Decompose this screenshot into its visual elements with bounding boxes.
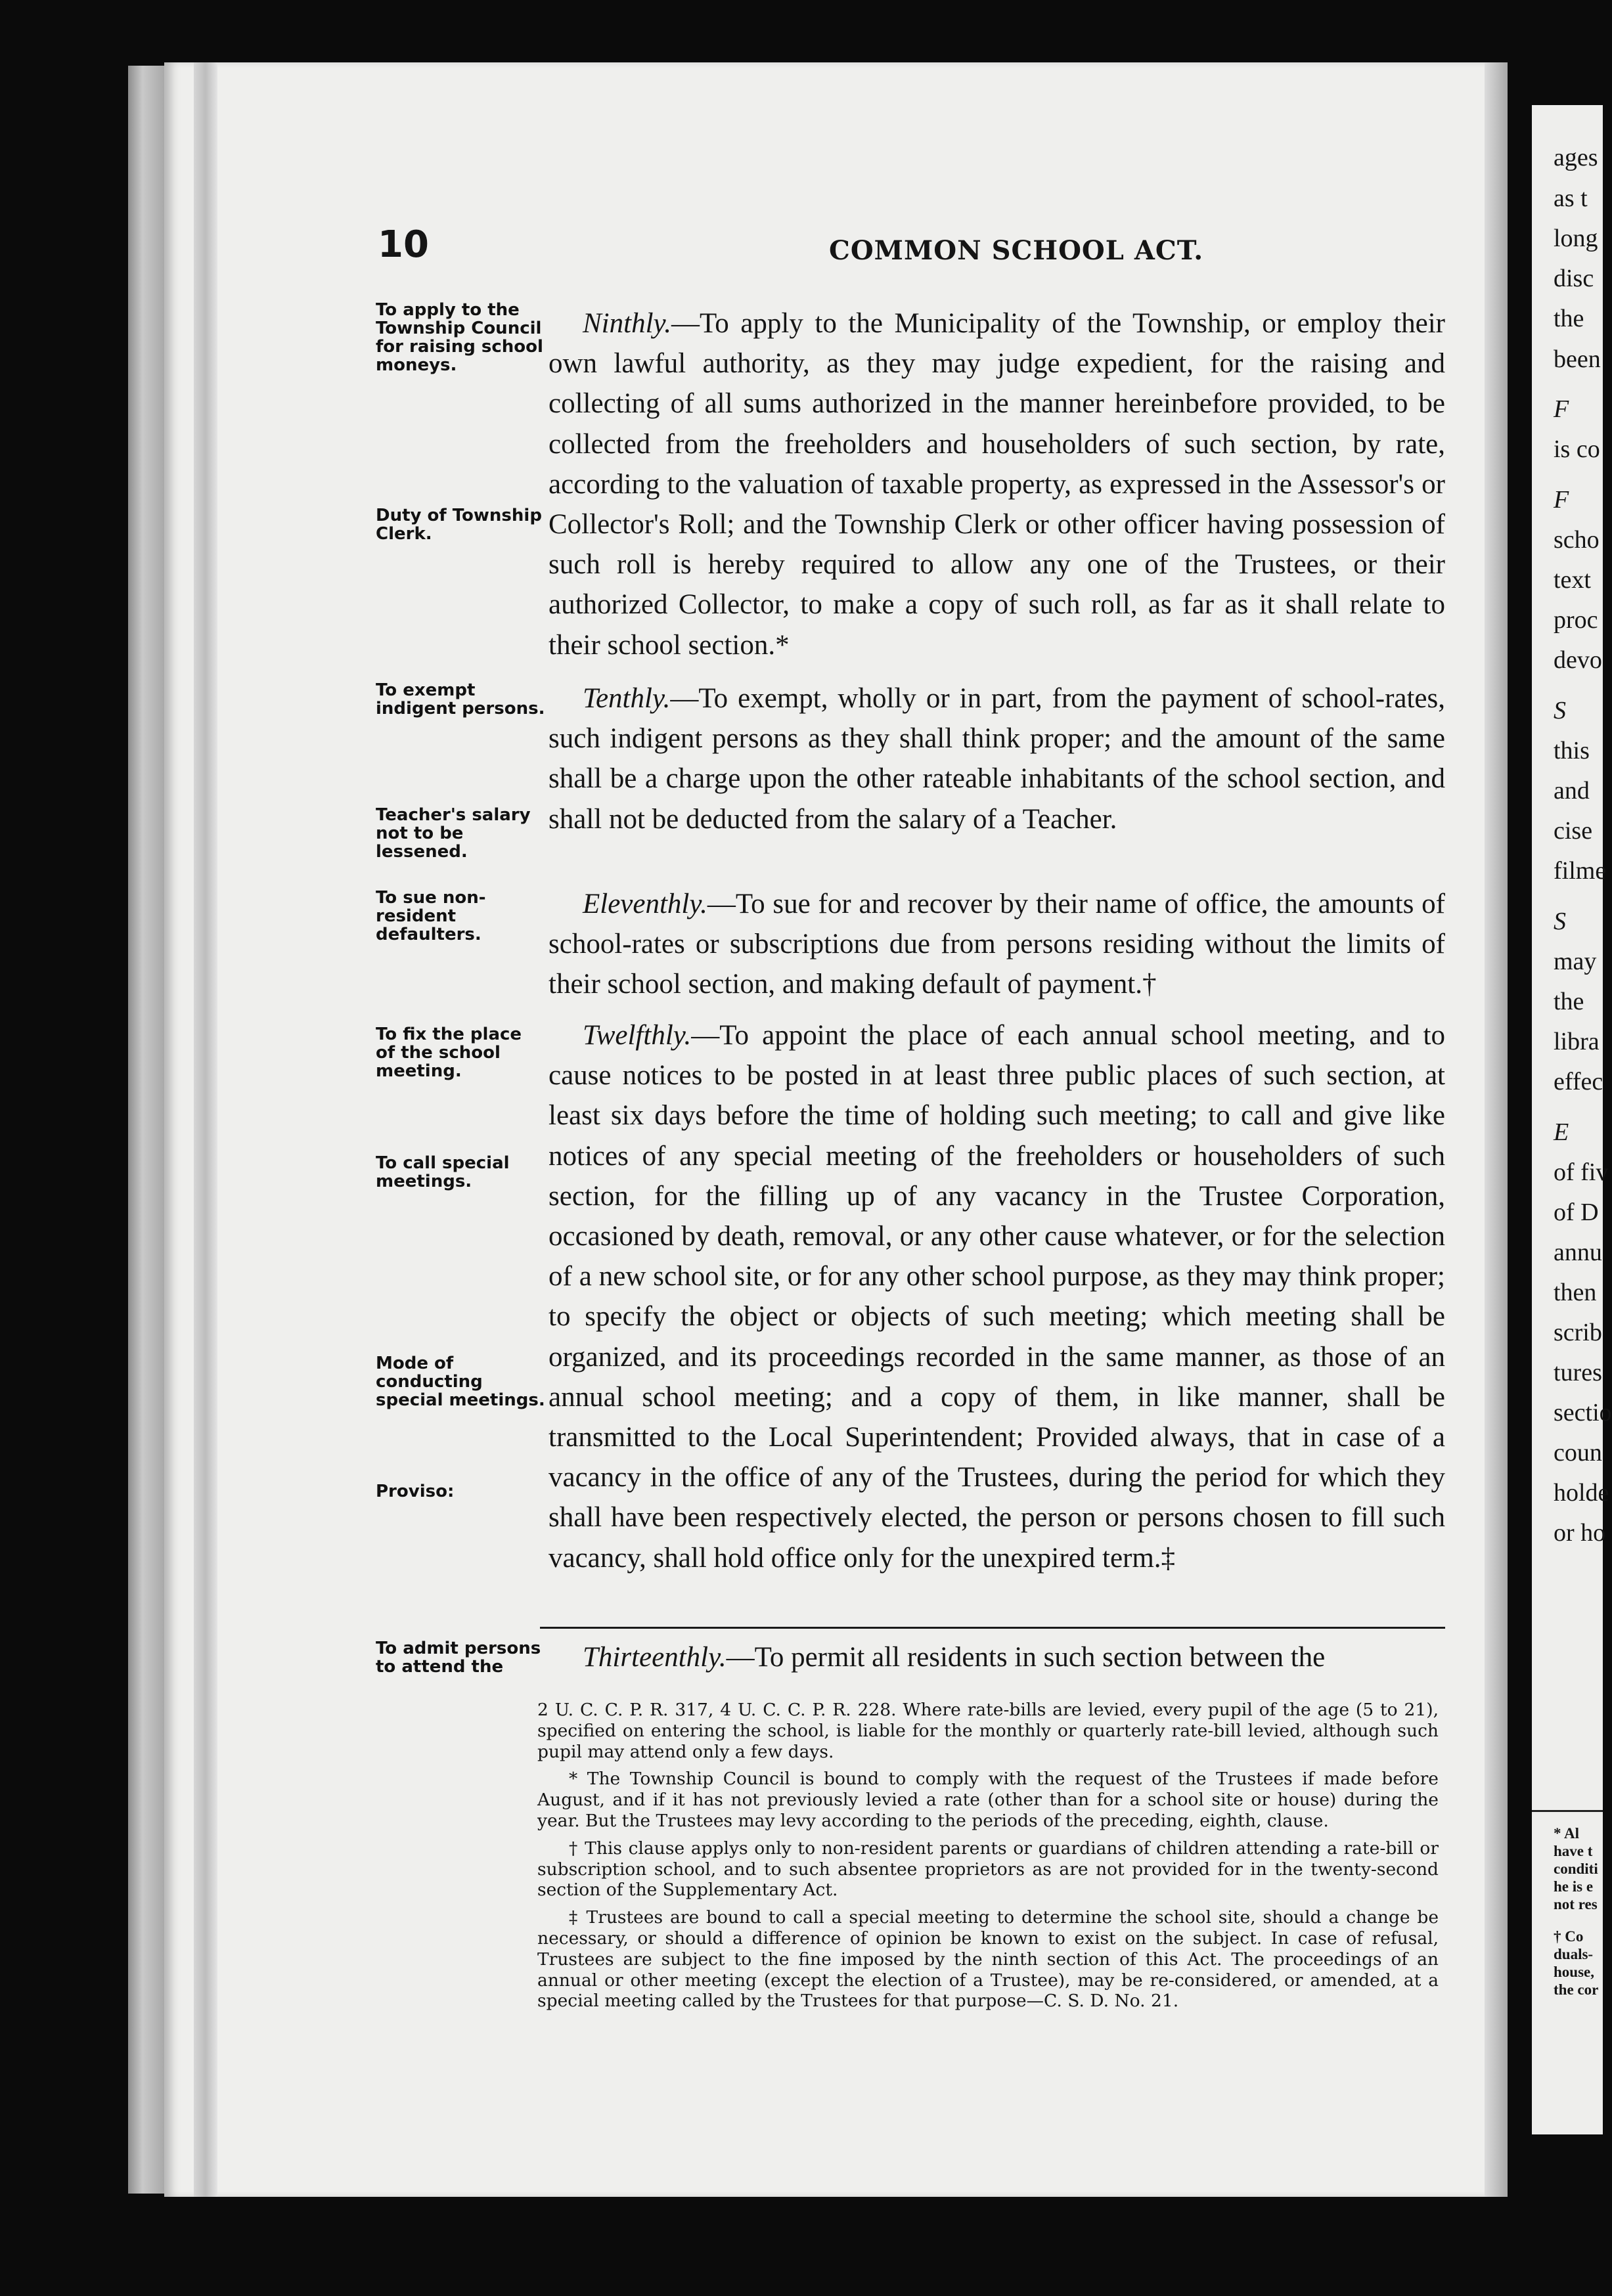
margin-note: To apply to the Township Council for raising school moneys. — [376, 300, 543, 375]
next-page-line: long — [1554, 225, 1598, 252]
paragraph-text: —To apply to the Municipality of the Township, or employ their own lawful authority, as they may judge expedient, for the raising and collecting of all sums authorized in the manner hereinbefore provided, to be collected from the freeholders and householders of such section, by rate, according to the valuation of taxable property, as expressed in the Assessor's or Collector's Roll; and the Township Clerk or other officer having possession of such roll is hereby required to allow any one of the Trustees, or their authorized Collector, to make a copy of such roll, as far as it shall relate to their school section.* — [549, 308, 1445, 661]
next-page-line: proc — [1554, 606, 1598, 634]
next-page-line: is co — [1554, 435, 1600, 463]
next-page-note-line: not res — [1554, 1896, 1598, 1912]
margin-note: Teacher's salary not to be lessened. — [376, 805, 531, 862]
next-page-note-line: conditi — [1554, 1861, 1598, 1877]
next-page-line: and — [1554, 777, 1590, 805]
next-page-line: as t — [1554, 185, 1588, 212]
next-page-line: of D — [1554, 1199, 1599, 1226]
next-page-note-line: have t — [1554, 1843, 1593, 1859]
margin-note: To admit persons to attend the — [376, 1639, 541, 1677]
paragraph-lead: Eleventhly. — [583, 889, 707, 919]
scan-binding-edge — [128, 66, 164, 2194]
paragraph-lead: Twelfthly. — [583, 1020, 692, 1051]
continued-paragraph — [583, 1637, 1325, 1677]
footnote: * The Township Council is bound to comply with the request of the Trustees if made before August, and if it has not previously levied a rate (other than for a school site or house) during the year. But the Trustees may levy according to the periods of the preceding, eighth, clause. — [537, 1769, 1439, 1831]
paragraph-text: —To permit all residents in such section between the — [726, 1642, 1326, 1673]
body-paragraph — [549, 678, 1445, 839]
margin-note: Mode of conducting special meetings. — [376, 1354, 545, 1410]
next-page-line: cise — [1554, 817, 1593, 845]
next-page-line: F — [1554, 486, 1569, 514]
margin-note: To sue non-resident defaulters. — [376, 888, 486, 944]
margin-note: To exempt indigent persons. — [376, 680, 545, 718]
next-page-line: been — [1554, 345, 1601, 373]
next-page-line: ages — [1554, 144, 1598, 171]
margin-note: To call special meetings. — [376, 1153, 510, 1191]
body-paragraph — [549, 884, 1445, 1005]
next-page-line: S — [1554, 697, 1566, 724]
running-head: COMMON SCHOOL ACT. — [829, 235, 1204, 266]
next-page-line: text — [1554, 566, 1591, 594]
next-page-note-line: he is e — [1554, 1878, 1594, 1895]
margin-note: Duty of Township Clerk. — [376, 506, 542, 544]
next-page-line: libra — [1554, 1028, 1600, 1055]
next-page-line: this — [1554, 737, 1590, 764]
next-page-line: disc — [1554, 265, 1594, 292]
next-page-note-line: house, — [1554, 1964, 1594, 1980]
paragraph-lead: Tenthly. — [583, 683, 671, 714]
next-page-note-line: † Co — [1554, 1928, 1584, 1945]
next-page-line: scrib — [1554, 1319, 1602, 1346]
next-page-line: annu — [1554, 1239, 1602, 1266]
margin-note: Proviso: — [376, 1482, 455, 1501]
margin-note: To fix the place of the school meeting. — [376, 1025, 522, 1081]
page-header — [0, 223, 1603, 269]
next-page-line: may — [1554, 948, 1597, 975]
footnote: ‡ Trustees are bound to call a special meeting to determine the school site, should a change be necessary, or should a difference of opinion be known to exist on the subject. In case of refusal, Trustees are subject to the fine imposed by the ninth section of this Act. The proceedings of an annual or other meeting (except the election of a Trustee), may be re-considered, or amended, at a special meeting called by the Trustees for that purpose—C. S. D. No. 21. — [537, 1907, 1439, 2012]
next-page-line: devo — [1554, 646, 1602, 674]
adjacent-page-fragment — [1532, 105, 1612, 2134]
paragraph-lead: Ninthly. — [583, 308, 671, 339]
body-paragraph — [549, 1015, 1445, 1578]
next-page-line: scho — [1554, 526, 1600, 554]
next-page-line: effec — [1554, 1068, 1603, 1095]
next-page-rule — [1532, 1810, 1603, 1812]
next-page-note-line: * Al — [1554, 1825, 1579, 1842]
next-page-line: F — [1554, 395, 1569, 423]
page-number: 10 — [378, 223, 429, 266]
next-page-line: the — [1554, 988, 1584, 1015]
section-rule — [540, 1627, 1445, 1629]
paragraph-text: —To appoint the place of each annual school meeting, and to cause notices to be posted in at least three public places of such section, at least six days before the time of holding such meeting; to call and give like notices of any special meeting of the freeholders or householders of such section, for the filling up of any vacancy in the Trustee Corporation, occasioned by death, removal, or any other cause whatever, or for the selection of a new school site, or for any other school purpose, as they may think proper; to specify the object or objects of such meeting; which meeting shall be organized, and its proceedings recorded in the same manner, as those of an annual school meeting; and a copy of them, in like manner, shall be transmitted to the Local Superintendent; Provided always, that in case of a vacancy in the office of any of the Trustees, during the period for which they shall have been respectively elected, the person or persons chosen to fill such vacancy, shall hold office only for the unexpired term.‡ — [549, 1020, 1445, 1574]
next-page-line: sectio — [1554, 1399, 1612, 1426]
next-page-line: then — [1554, 1279, 1597, 1306]
next-page-line: the — [1554, 305, 1584, 332]
next-page-line: of fiv — [1554, 1159, 1609, 1186]
next-page-line: or ho — [1554, 1519, 1606, 1547]
next-page-line: E — [1554, 1118, 1569, 1146]
next-page-line: holde — [1554, 1479, 1609, 1507]
footnote: 2 U. C. C. P. R. 317, 4 U. C. C. P. R. 228. Where rate-bills are levied, every pupil of the age (5 to 21), specified on entering the school, is liable for the monthly or quarterly rate-bill levied, although such pupil may attend only a few days. — [537, 1700, 1439, 1762]
page-edge-shadow — [1485, 62, 1508, 2197]
next-page-note-line: the cor — [1554, 1981, 1599, 1998]
footnote: † This clause applys only to non-resident parents or guardians of children attending a rate-bill or subscription school, and to such absentee proprietors as are not provided for in the twenty-second section of the Supplementary Act. — [537, 1838, 1439, 1901]
next-page-line: S — [1554, 908, 1566, 935]
paragraph-lead: Thirteenthly. — [583, 1642, 727, 1673]
next-page-line: coun — [1554, 1439, 1602, 1467]
page-fold-shadow — [194, 62, 217, 2197]
next-page-note-line: duals- — [1554, 1946, 1594, 1962]
paragraph-text: —To exempt, wholly or in part, from the payment of school-rates, such indigent persons as they shall think proper; and the amount of the same shall be a charge upon the other rateable inhabitants of the school section, and shall not be deducted from the salary of a Teacher. — [549, 683, 1445, 835]
body-paragraph — [549, 303, 1445, 665]
next-page-line: tures — [1554, 1359, 1602, 1386]
next-page-line: filme — [1554, 857, 1607, 885]
paragraph-text: —To sue for and recover by their name of office, the amounts of school-rates or subscriptions due from persons residing without the limits of their school section, and making default of payment.† — [549, 889, 1445, 1000]
footnotes — [537, 1700, 1439, 2018]
